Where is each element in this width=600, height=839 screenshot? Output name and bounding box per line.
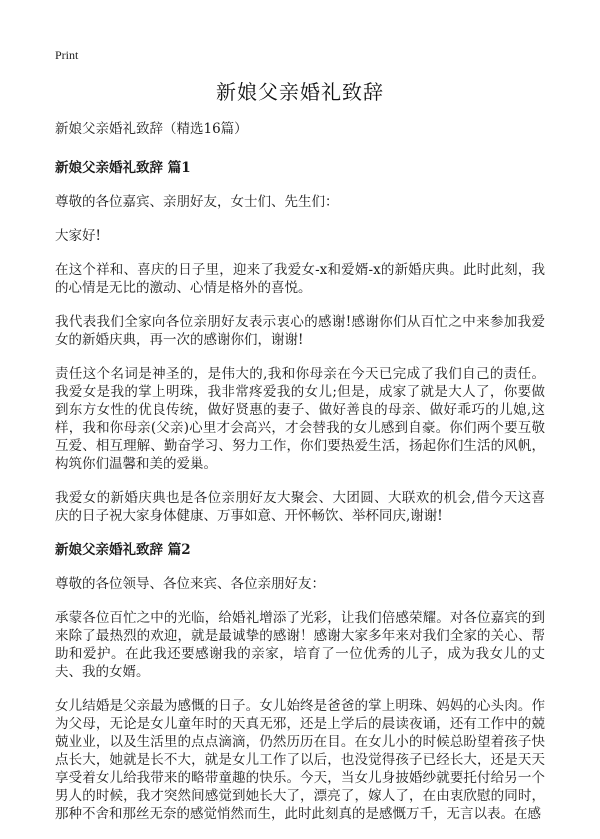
document-body: [55, 120, 545, 839]
section-1: [55, 159, 545, 525]
paragraph: 在这个祥和、喜庆的日子里，迎来了我爱女-x和爱婿-x的新婚庆典。此时此刻，我的心情是无比的激动、心情是格外的喜悦。: [55, 262, 545, 296]
section-heading: 新娘父亲婚礼致辞 篇2: [55, 542, 191, 558]
paragraph: 大家好!: [55, 228, 101, 244]
section-2: [55, 541, 545, 823]
page-title: 新娘父亲婚礼致辞: [216, 80, 384, 104]
paragraph: 尊敬的各位领导、各位来宾、各位亲朋好友：: [55, 576, 325, 592]
paragraph: 我代表我们全家向各位亲朋好友表示衷心的感谢!感谢你们从百忙之中来参加我爱女的新婚庆典，再一次的感谢你们，谢谢!: [55, 314, 545, 348]
paragraph: 尊敬的各位嘉宾、亲朋好友，女士们、先生们：: [55, 194, 339, 210]
print-label[interactable]: Print: [55, 48, 79, 62]
paragraph: 我爱女的新婚庆典也是各位亲朋好友大聚会、大团圆、大联欢的机会,借今天这喜庆的日子祝大家身体健康、万事如意、开怀畅饮、举杯同庆,谢谢!: [55, 490, 545, 524]
paragraph: 女儿结婚是父亲最为感慨的日子。女儿始终是爸爸的掌上明珠、妈妈的心头肉。作为父母，无论是女儿童年时的天真无邪，还是上学后的晨读夜诵，还有工作中的兢兢业业，以及生活里的点点滴滴，仍然历历在目。在女儿小的时候总盼望着孩子快点长大，她就是长不大，就是女儿工作了以后，也没觉得孩子已经长大，还是天天享受着女儿给我带来的略带童趣的快乐。今天，当女儿身披婚纱就要托付给另一个男人的时候，我才突然间感觉到她长大了，漂亮了，嫁人了，在由衷欣慰的同时，那种不舍和那丝无奈的感觉悄然而生，此时此刻真的是感慨万千，无言以表。在感: [55, 698, 545, 822]
paragraph: 承蒙各位百忙之中的光临，给婚礼增添了光彩，让我们倍感荣耀。对各位嘉宾的到来除了最热烈的欢迎，就是最诚挚的感谢！感谢大家多年来对我们全家的关心、帮助和爱护。在此我还要感谢我的亲家，培育了一位优秀的儿子，成为我女儿的丈夫、我的女婿。: [55, 610, 545, 680]
subtitle: 新娘父亲婚礼致辞（精选16篇）: [55, 121, 248, 137]
paragraph: 责任这个名词是神圣的，是伟大的,我和你母亲在今天已完成了我们自己的责任。我爱女是我的掌上明珠，我非常疼爱我的女儿;但是，成家了就是大人了，你要做到东方女性的优良传统，做好贤惠的妻子、做好善良的母亲、做好乖巧的儿媳,这样，我和你母亲(父亲)心里才会高兴，才会替我的女儿感到自豪。你们两个要互敬互爱、相互理解、勤奋学习、努力工作，你们要热爱生活，扬起你们生活的风帆，构筑你们温馨和美的爱巢。: [55, 366, 545, 472]
section-heading: 新娘父亲婚礼致辞 篇1: [55, 160, 191, 176]
